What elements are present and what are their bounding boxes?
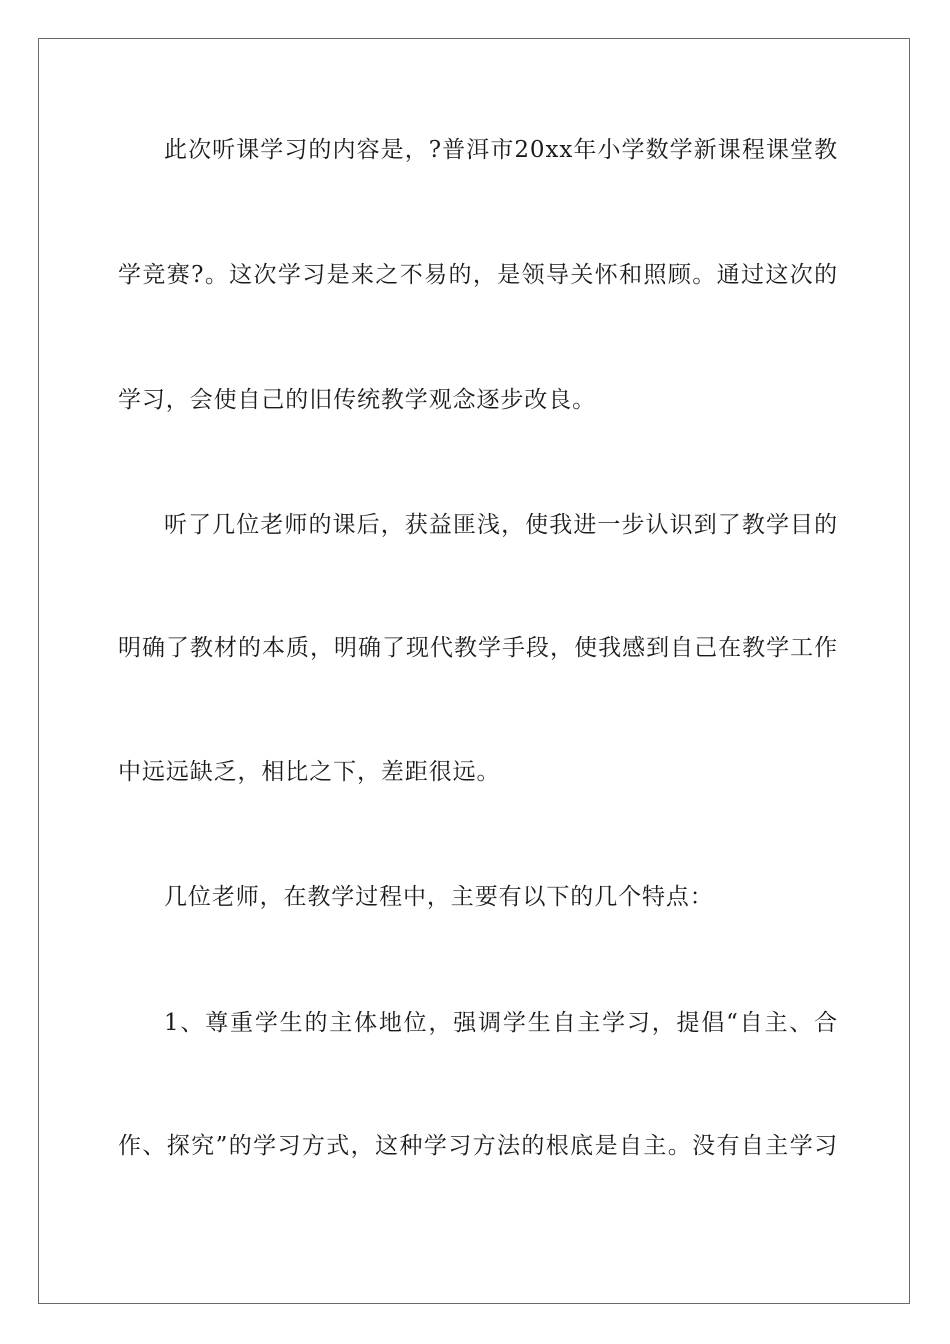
paragraph-1-line-1: 此次听课学习的内容是，?普洱市20xx年小学数学新课程课堂教 [164,137,838,163]
paragraph-4-line-1: 1、尊重学生的主体地位，强调学生自主学习，提倡“自主、合 [164,1010,838,1036]
page-border [38,38,910,1304]
paragraph-1-line-3: 学习，会使自己的旧传统教学观念逐步改良。 [118,387,596,413]
paragraph-1-line-2: 学竞赛?。这次学习是来之不易的，是领导关怀和照顾。通过这次的 [118,262,838,288]
paragraph-2-line-2: 明确了教材的本质，明确了现代教学手段，使我感到自己在教学工作 [118,635,838,661]
paragraph-2-line-1: 听了几位老师的课后，获益匪浅，使我进一步认识到了教学目的 [164,512,838,538]
paragraph-4-line-2: 作、探究”的学习方式，这种学习方法的根底是自主。没有自主学习 [118,1133,838,1159]
paragraph-2-line-3: 中远远缺乏，相比之下，差距很远。 [118,759,501,785]
paragraph-3-line-1: 几位老师，在教学过程中，主要有以下的几个特点： [164,884,714,910]
